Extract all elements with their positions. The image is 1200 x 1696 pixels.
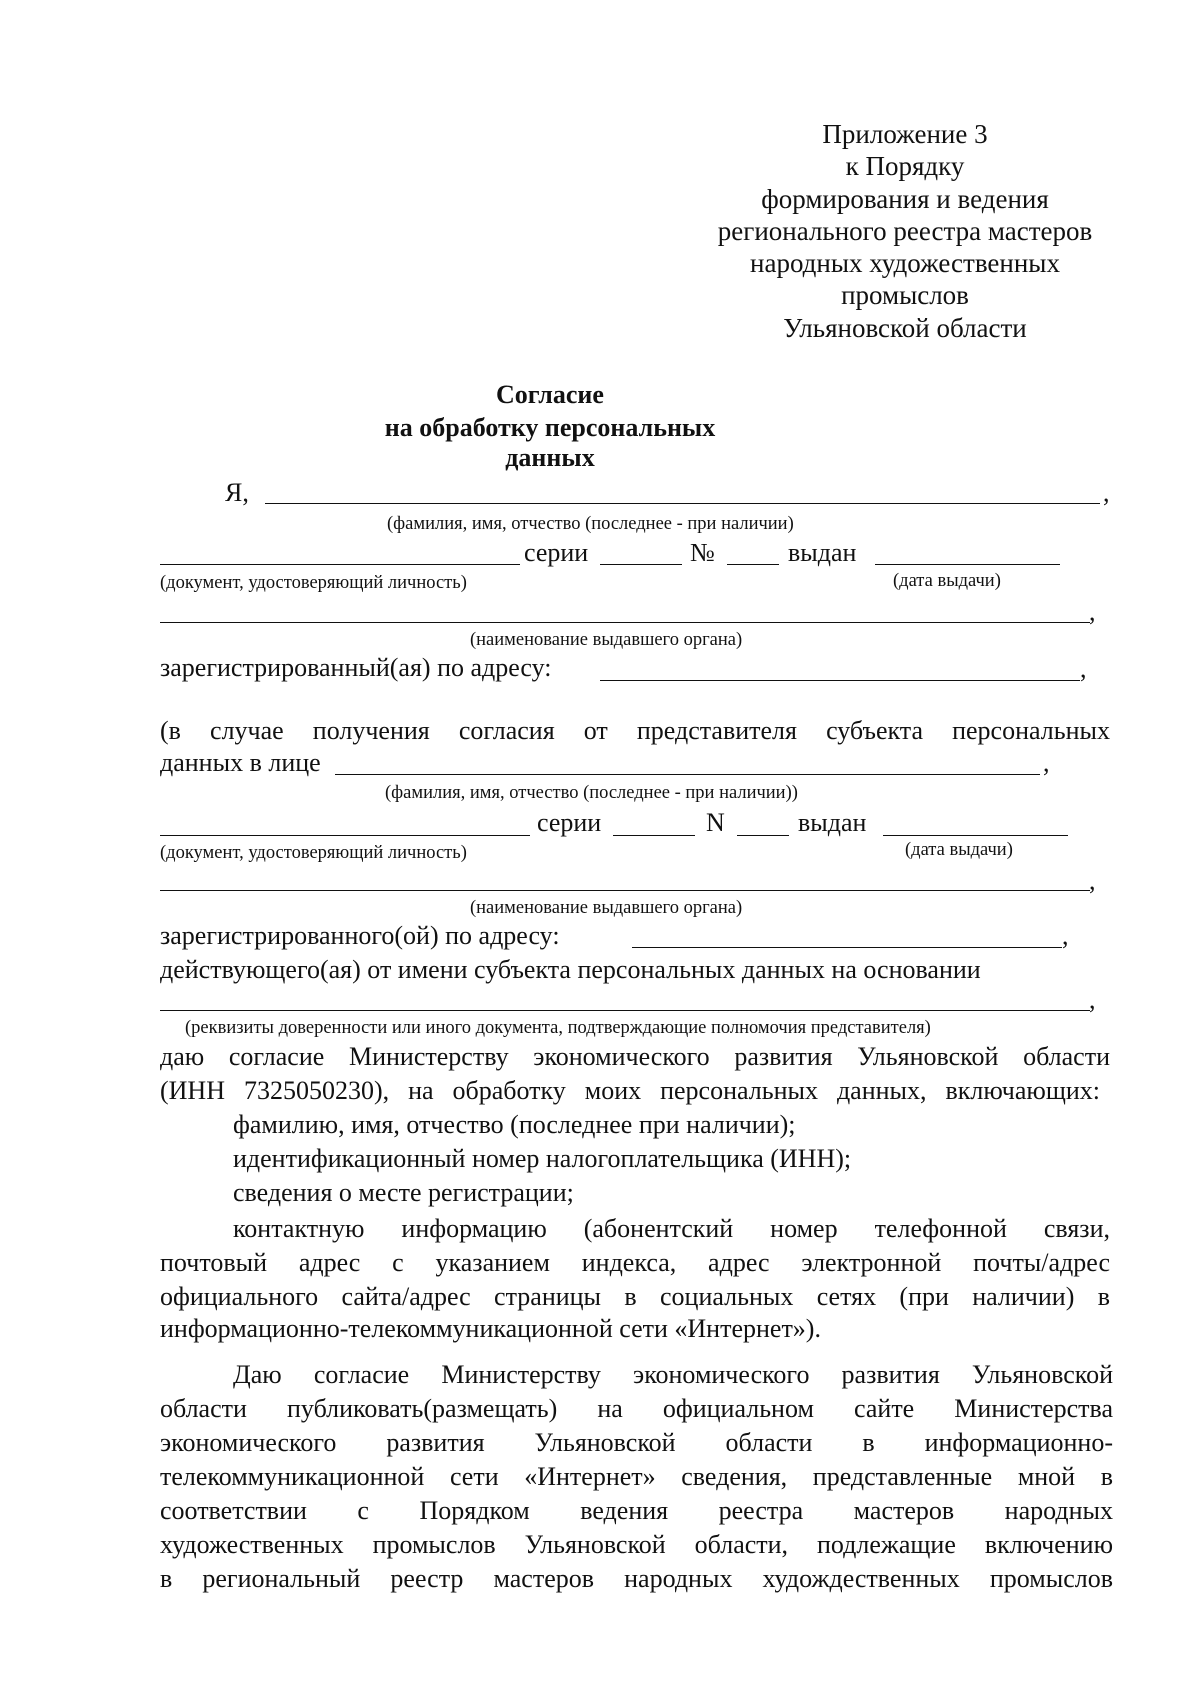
authority-document-field[interactable] [160, 1010, 1090, 1011]
serii-label: серии [524, 538, 589, 567]
representative-number-field[interactable] [737, 835, 789, 836]
issue-date-field[interactable] [875, 564, 1060, 565]
appendix-header [690, 118, 1120, 344]
publish-line: области публиковать(размещать) на официальном сайте Министерства [160, 1394, 1113, 1423]
appendix-line: промыслов [841, 280, 969, 311]
vydan-label: выдан [798, 808, 867, 837]
comma: , [1089, 597, 1096, 626]
consent-item: сведения о месте регистрации; [233, 1178, 574, 1207]
comma: , [1080, 654, 1087, 683]
appendix-line: Ульяновской области [783, 312, 1027, 343]
consent-item: идентификационный номер налогоплательщика (ИНН); [233, 1144, 852, 1173]
appendix-line: народных художественных [750, 248, 1060, 279]
document-subtitle: на обработку персональных данных [384, 413, 716, 472]
representative-fio-field[interactable] [335, 774, 1040, 775]
comma: , [1089, 985, 1096, 1014]
publish-line: телекоммуникационной сети «Интернет» сведения, представленные мной в [160, 1462, 1113, 1491]
date-caption: (дата выдачи) [905, 840, 1013, 860]
appendix-line: Приложение 3 [822, 119, 988, 149]
representative-registered-label: зарегистрированного(ой) по адресу: [160, 921, 560, 950]
document-caption: (документ, удостоверяющий личность) [160, 843, 467, 863]
consent-line: (ИНН 7325050230), на обработку моих персональных данных, включающих: [160, 1076, 1100, 1105]
appendix-line: формирования и ведения [761, 183, 1049, 214]
address-field[interactable] [600, 680, 1080, 681]
issuing-organ-field[interactable] [160, 622, 1090, 623]
publish-line: в региональный реестр мастеров народных худождественных промыслов [160, 1564, 1113, 1593]
publish-line: соответствии с Порядком ведения реестра мастеров народных [160, 1496, 1113, 1525]
comma: , [1043, 748, 1050, 777]
publish-line: экономического развития Ульяновской области в информационно- [160, 1428, 1113, 1457]
series-field[interactable] [600, 564, 682, 565]
date-caption: (дата выдачи) [893, 571, 1001, 591]
appendix-line: регионального реестра мастеров [717, 215, 1093, 246]
contact-line: почтовый адрес с указанием индекса, адрес электронной почты/адрес [160, 1248, 1110, 1277]
organ-caption: (наименование выдавшего органа) [470, 630, 743, 650]
representative-document-field[interactable] [160, 835, 530, 836]
document-caption: (документ, удостоверяющий личность) [160, 573, 467, 593]
registered-label: зарегистрированный(ая) по адресу: [160, 653, 552, 682]
vydan-label: выдан [788, 538, 857, 567]
representative-fio-caption: (фамилия, имя, отчество (последнее - при наличии)) [385, 783, 798, 803]
contact-line: официального сайта/адрес страницы в социальных сетях (при наличии) в [160, 1282, 1110, 1311]
contact-line: контактную информацию (абонентский номер телефонной связи, [233, 1214, 1110, 1243]
consent-item: фамилию, имя, отчество (последнее при наличии); [233, 1110, 796, 1139]
ya-label: Я, [225, 478, 249, 507]
appendix-line: к Порядку [845, 151, 965, 182]
representative-address-field[interactable] [632, 947, 1062, 948]
comma: , [1103, 478, 1110, 507]
representative-intro: (в случае получения согласия от представителя субъекта персональных [160, 716, 1110, 745]
comma: , [1089, 866, 1096, 895]
representative-acting-text: действующего(ая) от имени субъекта персональных данных на основании [160, 955, 981, 984]
document-field[interactable] [160, 564, 520, 565]
fio-caption: (фамилия, имя, отчество (последнее - при наличии) [387, 514, 794, 534]
representative-issuing-organ-field[interactable] [160, 890, 1090, 891]
organ-caption: (наименование выдавшего органа) [470, 898, 743, 918]
comma: , [1062, 921, 1069, 950]
consent-line: даю согласие Министерству экономического развития Ульяновской области [160, 1042, 1110, 1071]
document-title: Согласие [496, 380, 604, 409]
fio-field[interactable] [265, 503, 1100, 504]
representative-intro-line2: данных в лице [160, 748, 321, 777]
representative-issue-date-field[interactable] [883, 835, 1068, 836]
number-sign: № [690, 538, 715, 567]
publish-line: Даю согласие Министерству экономического развития Ульяновской [233, 1360, 1113, 1389]
publish-line: художественных промыслов Ульяновской области, подлежащие включению [160, 1530, 1113, 1559]
representative-series-field[interactable] [613, 835, 695, 836]
number-field[interactable] [727, 564, 779, 565]
authority-document-caption: (реквизиты доверенности или иного документа, подтверждающие полномочия представителя) [185, 1018, 931, 1038]
serii-label: серии [537, 808, 602, 837]
contact-line: информационно-телекоммуникационной сети «Интернет»). [160, 1314, 821, 1343]
number-n-label: N [706, 808, 725, 837]
